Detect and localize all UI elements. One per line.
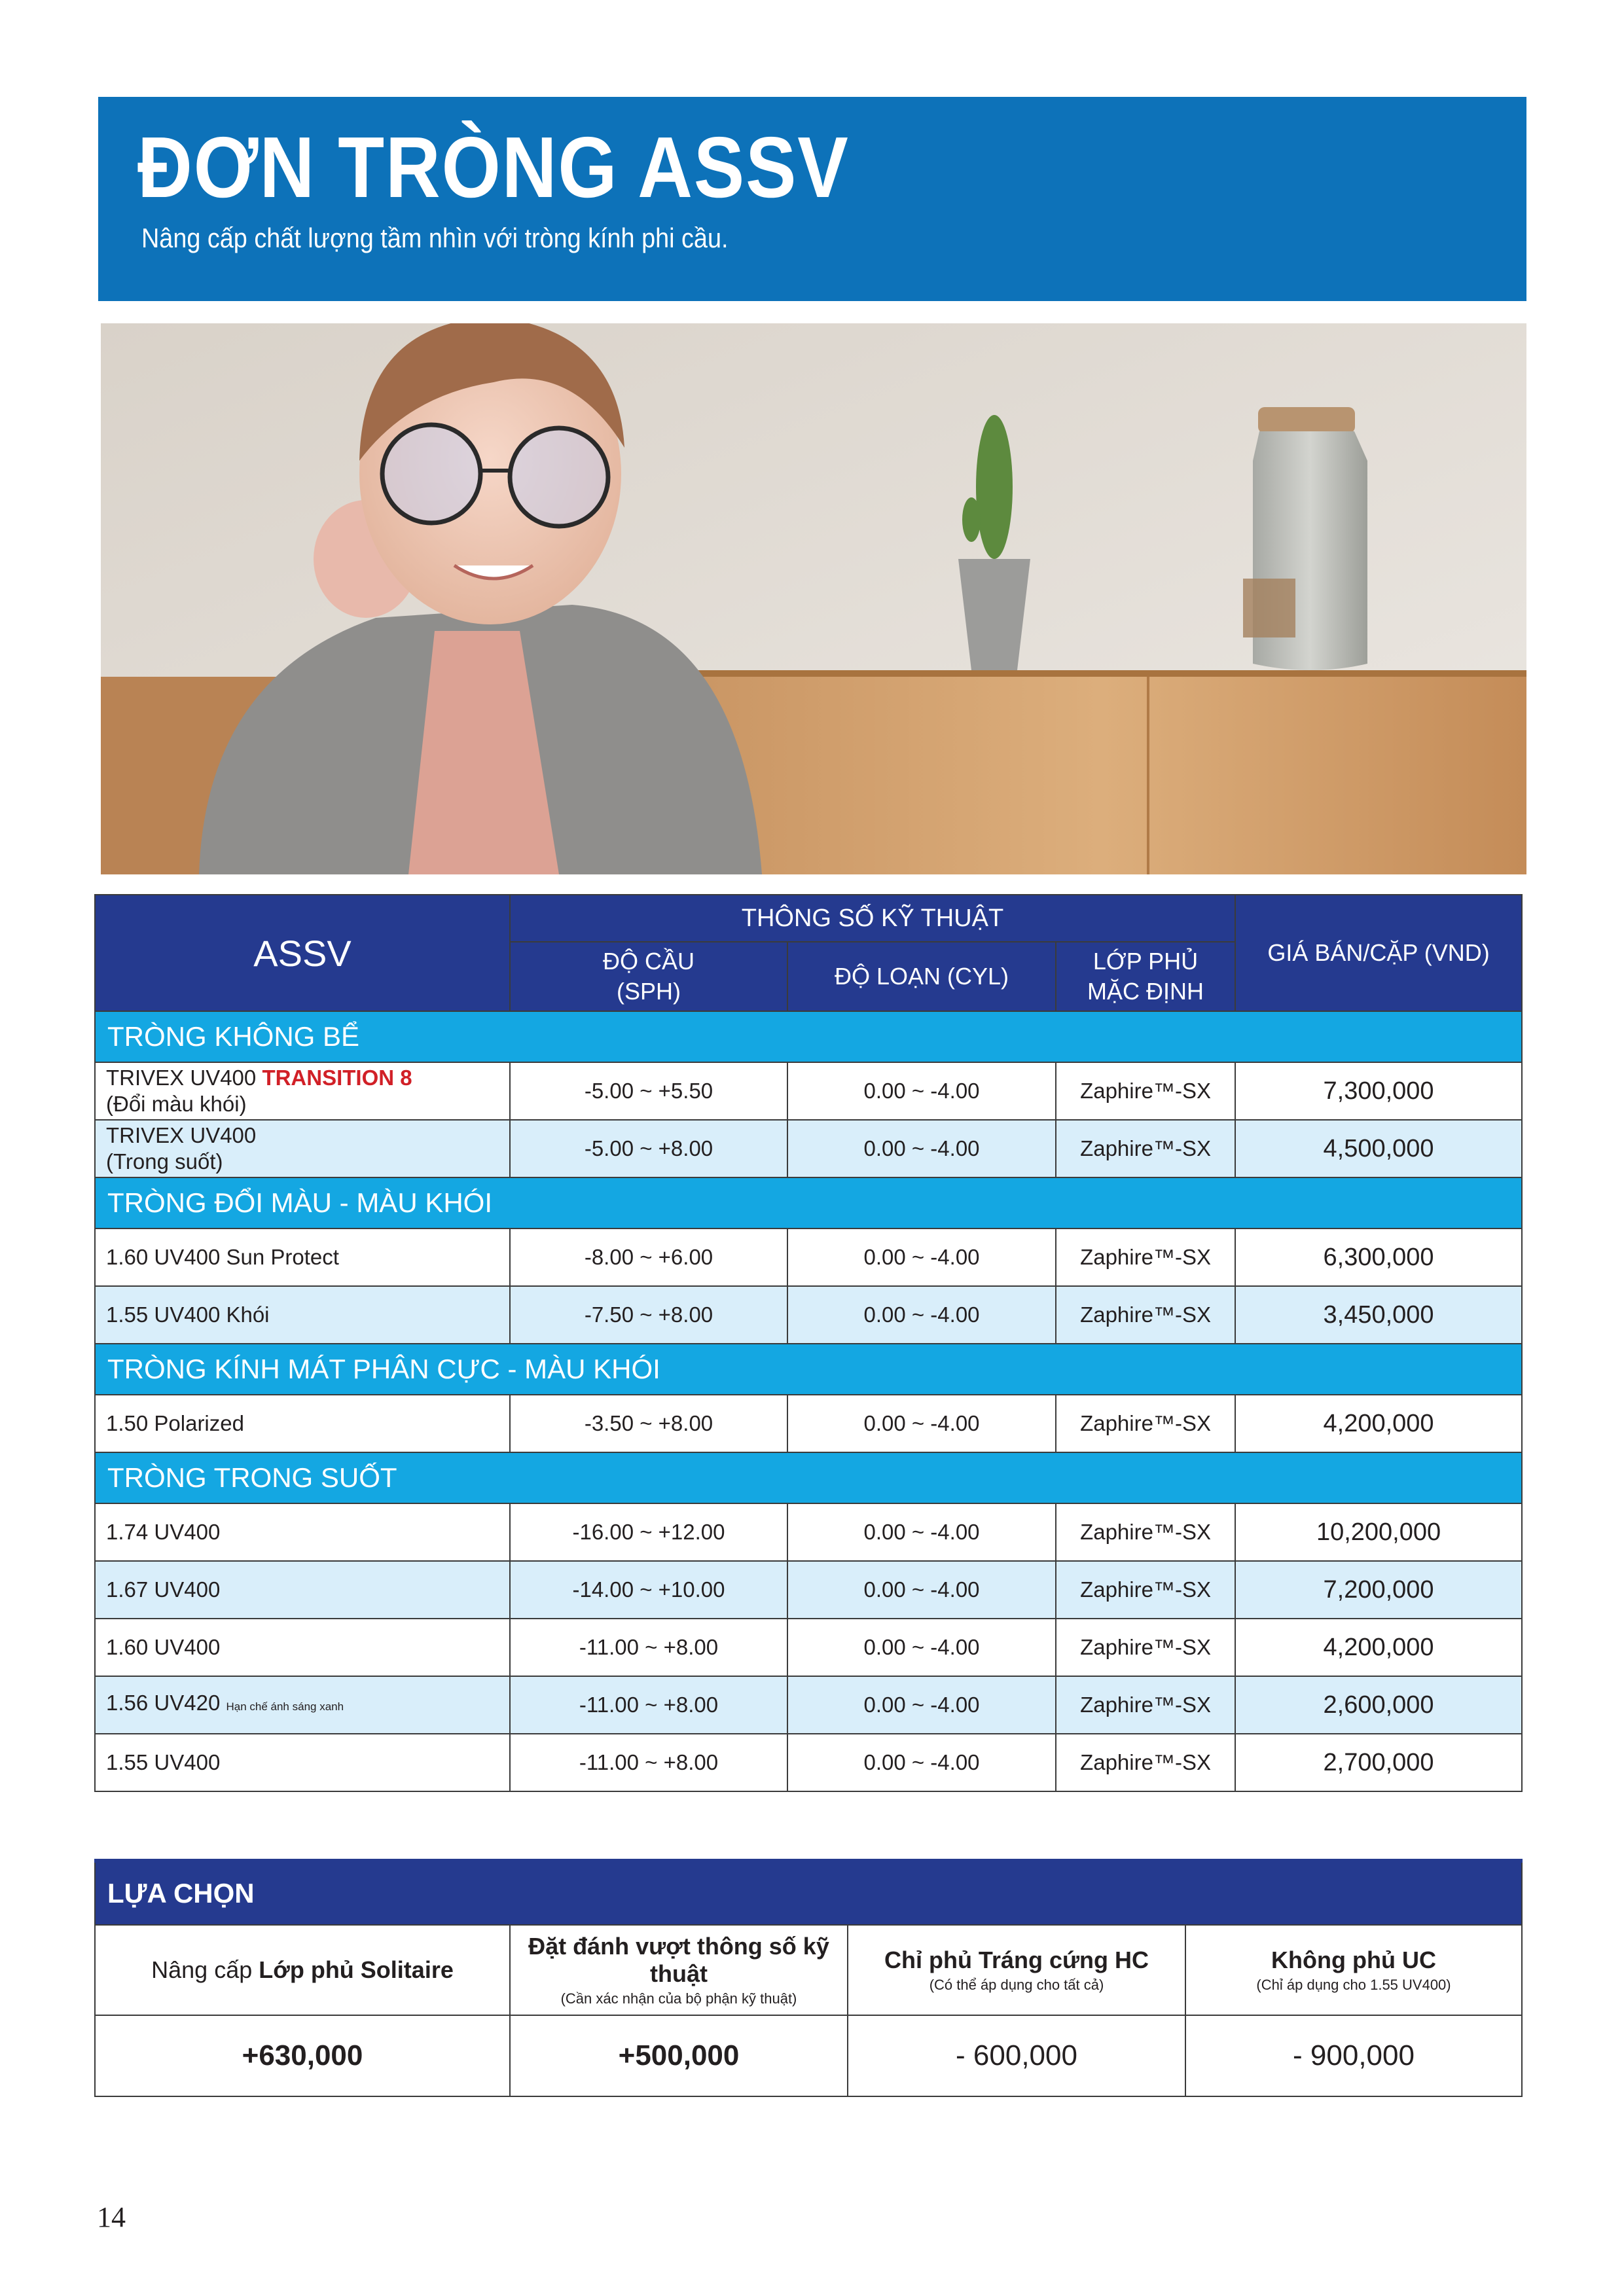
spec-group-header: THÔNG SỐ KỸ THUẬT bbox=[510, 895, 1235, 942]
table-row bbox=[95, 1229, 1522, 1286]
sph-value: -16.00 ~ +12.00 bbox=[510, 1503, 787, 1561]
option-value-hc: - 600,000 bbox=[848, 2015, 1185, 2096]
section-header: TRÒNG KHÔNG BỂ bbox=[95, 1011, 1522, 1062]
cyl-value: 0.00 ~ -4.00 bbox=[787, 1062, 1056, 1120]
option-label-hc: Chỉ phủ Tráng cứng HC (Có thể áp dụng cho tất cả) bbox=[848, 1925, 1185, 2015]
table-row bbox=[95, 1062, 1522, 1120]
coating-value: Zaphire™-SX bbox=[1056, 1734, 1235, 1791]
price-value: 10,200,000 bbox=[1235, 1503, 1522, 1561]
coating-value: Zaphire™-SX bbox=[1056, 1062, 1235, 1120]
option-value-solitaire: +630,000 bbox=[95, 2015, 510, 2096]
sph-value: -11.00 ~ +8.00 bbox=[510, 1619, 787, 1676]
cyl-header: ĐỘ LOẠN (CYL) bbox=[787, 942, 1056, 1011]
cyl-value: 0.00 ~ -4.00 bbox=[787, 1734, 1056, 1791]
cyl-value: 0.00 ~ -4.00 bbox=[787, 1286, 1056, 1344]
coating-value: Zaphire™-SX bbox=[1056, 1503, 1235, 1561]
sph-value: -11.00 ~ +8.00 bbox=[510, 1676, 787, 1734]
woman-with-glasses-photo bbox=[101, 323, 1526, 874]
table-row bbox=[95, 1734, 1522, 1791]
section-header: TRÒNG ĐỔI MÀU - MÀU KHÓI bbox=[95, 1177, 1522, 1229]
sph-value: -7.50 ~ +8.00 bbox=[510, 1286, 787, 1344]
lens-name: 1.74 UV400 bbox=[95, 1503, 510, 1561]
table-row bbox=[95, 1676, 1522, 1734]
coating-value: Zaphire™-SX bbox=[1056, 1619, 1235, 1676]
price-value: 2,700,000 bbox=[1235, 1734, 1522, 1791]
cyl-value: 0.00 ~ -4.00 bbox=[787, 1561, 1056, 1619]
coating-value: Zaphire™-SX bbox=[1056, 1120, 1235, 1177]
table-row bbox=[95, 1619, 1522, 1676]
price-value: 2,600,000 bbox=[1235, 1676, 1522, 1734]
table-row bbox=[95, 1503, 1522, 1561]
options-title: LỰA CHỌN bbox=[95, 1861, 1522, 1925]
option-label-no-uc: Không phủ UC (Chỉ áp dụng cho 1.55 UV400) bbox=[1185, 1925, 1522, 2015]
spec-table bbox=[94, 894, 1523, 1792]
coating-value: Zaphire™-SX bbox=[1056, 1676, 1235, 1734]
cyl-value: 0.00 ~ -4.00 bbox=[787, 1395, 1056, 1452]
page-title: ĐƠN TRÒNG ASSV bbox=[137, 119, 850, 215]
coating-value: Zaphire™-SX bbox=[1056, 1561, 1235, 1619]
price-value: 4,500,000 bbox=[1235, 1120, 1522, 1177]
options-header bbox=[95, 1861, 1522, 1925]
sph-value: -5.00 ~ +5.50 bbox=[510, 1062, 787, 1120]
table-row bbox=[95, 1561, 1522, 1619]
sph-header: ĐỘ CẦU (SPH) bbox=[510, 942, 787, 1011]
cyl-value: 0.00 ~ -4.00 bbox=[787, 1676, 1056, 1734]
cyl-value: 0.00 ~ -4.00 bbox=[787, 1229, 1056, 1286]
section-header: TRÒNG TRONG SUỐT bbox=[95, 1452, 1522, 1503]
option-label-over-spec: Đặt đánh vượt thông số kỹ thuật (Cần xác nhận của bộ phận kỹ thuật) bbox=[510, 1925, 848, 2015]
options-table bbox=[94, 1859, 1523, 2097]
page-subtitle: Nâng cấp chất lượng tầm nhìn với tròng kính phi cầu. bbox=[141, 223, 729, 253]
blue-light-note: Hạn chế ánh sáng xanh bbox=[226, 1700, 344, 1713]
cyl-value: 0.00 ~ -4.00 bbox=[787, 1619, 1056, 1676]
coating-value: Zaphire™-SX bbox=[1056, 1229, 1235, 1286]
option-value-over-spec: +500,000 bbox=[510, 2015, 848, 2096]
lens-name: 1.50 Polarized bbox=[95, 1395, 510, 1452]
price-value: 4,200,000 bbox=[1235, 1395, 1522, 1452]
lens-name: 1.56 UV420 Hạn chế ánh sáng xanh bbox=[95, 1676, 510, 1734]
sph-value: -5.00 ~ +8.00 bbox=[510, 1120, 787, 1177]
lens-name: 1.55 UV400 Khói bbox=[95, 1286, 510, 1344]
lens-name: 1.60 UV400 bbox=[95, 1619, 510, 1676]
option-value-no-uc: - 900,000 bbox=[1185, 2015, 1522, 2096]
lens-name: TRIVEX UV400 TRANSITION 8 (Đổi màu khói) bbox=[95, 1062, 510, 1120]
table-row bbox=[95, 1120, 1522, 1177]
sph-value: -3.50 ~ +8.00 bbox=[510, 1395, 787, 1452]
page-header bbox=[98, 97, 1526, 301]
table-row bbox=[95, 1286, 1522, 1344]
price-value: 4,200,000 bbox=[1235, 1619, 1522, 1676]
table-row bbox=[95, 1395, 1522, 1452]
price-header: GIÁ BÁN/CẶP (VND) bbox=[1235, 895, 1522, 1011]
lens-name: TRIVEX UV400 (Trong suốt) bbox=[95, 1120, 510, 1177]
transition-highlight: TRANSITION 8 bbox=[262, 1066, 412, 1090]
coating-header: LỚP PHỦ MẶC ĐỊNH bbox=[1056, 942, 1235, 1011]
price-value: 7,300,000 bbox=[1235, 1062, 1522, 1120]
section-header: TRÒNG KÍNH MÁT PHÂN CỰC - MÀU KHÓI bbox=[95, 1344, 1522, 1395]
price-value: 7,200,000 bbox=[1235, 1561, 1522, 1619]
sph-value: -14.00 ~ +10.00 bbox=[510, 1561, 787, 1619]
sph-value: -8.00 ~ +6.00 bbox=[510, 1229, 787, 1286]
lens-name: 1.60 UV400 Sun Protect bbox=[95, 1229, 510, 1286]
option-label-solitaire: Nâng cấp Lớp phủ Solitaire bbox=[95, 1925, 510, 2015]
cyl-value: 0.00 ~ -4.00 bbox=[787, 1120, 1056, 1177]
coating-value: Zaphire™-SX bbox=[1056, 1286, 1235, 1344]
brand-header: ASSV bbox=[95, 895, 510, 1011]
lens-name: 1.67 UV400 bbox=[95, 1561, 510, 1619]
sph-value: -11.00 ~ +8.00 bbox=[510, 1734, 787, 1791]
options-values-row bbox=[95, 2015, 1522, 2096]
options-labels-row bbox=[95, 1925, 1522, 2015]
coating-value: Zaphire™-SX bbox=[1056, 1395, 1235, 1452]
page-number: 14 bbox=[97, 2201, 126, 2233]
lens-name: 1.55 UV400 bbox=[95, 1734, 510, 1791]
price-value: 3,450,000 bbox=[1235, 1286, 1522, 1344]
cyl-value: 0.00 ~ -4.00 bbox=[787, 1503, 1056, 1561]
price-value: 6,300,000 bbox=[1235, 1229, 1522, 1286]
